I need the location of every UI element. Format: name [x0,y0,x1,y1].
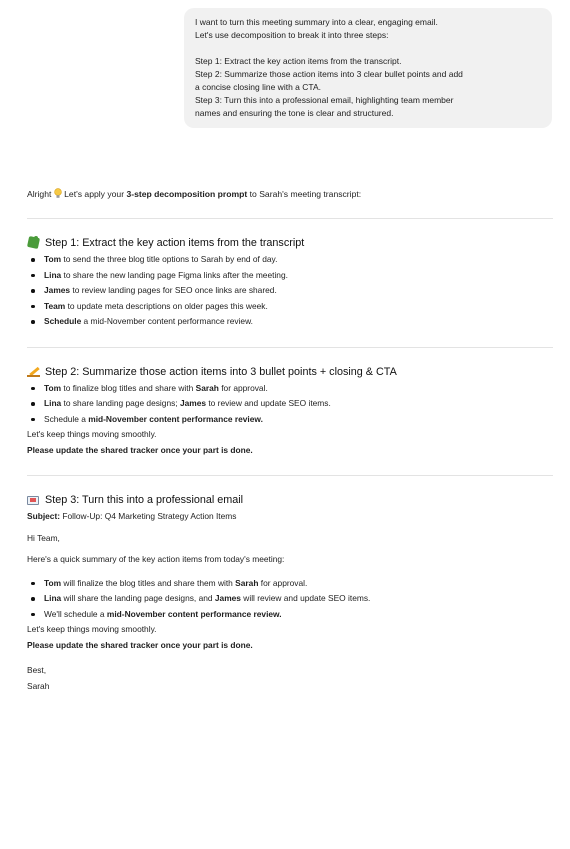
step-2-list [27,381,553,428]
step-2-title: Step 2: Summarize those action items into 3 bullet points + closing & CTA [27,364,553,380]
step-1-title: Step 1: Extract the key action items from the transcript [27,235,553,251]
user-message-line: I want to turn this meeting summary into a clear, engaging email. [195,17,438,27]
list-item: Tom to send the three blog title options to Sarah by end of day. [44,252,553,268]
list-item: Lina to share the new landing page Figma links after the meeting. [44,268,553,284]
assistant-intro: Alright Let's apply your 3-step decomposition prompt to Sarah's meeting transcript: [27,189,362,199]
user-message-line: Step 2: Summarize those action items into 3 clear bullet points and add [195,69,463,79]
step-2-closing: Let's keep things moving smoothly. [27,429,157,440]
list-item: We'll schedule a mid-November content performance review. [44,607,553,623]
user-message-line: Step 1: Extract the key action items from the transcript. [195,56,402,66]
puzzle-icon [27,236,40,249]
email-signoff: Best, [27,665,47,676]
email-cta: Please update the shared tracker once your part is done. [27,639,253,650]
list-item: Team to update meta descriptions on older pages this week. [44,299,553,315]
list-item: Lina will share the landing page designs, and James will review and update SEO items. [44,591,553,607]
user-message-line: Let's use decomposition to break it into three steps: [195,30,389,40]
assistant-message [27,188,553,694]
email-list [27,576,553,623]
email-signature: Sarah [27,680,50,691]
list-item: Lina to share landing page designs; James to review and update SEO items. [44,396,553,412]
user-message-bubble [184,8,552,128]
list-item: Schedule a mid-November content performance review. [44,412,553,428]
email-lead: Here's a quick summary of the key action items from today's meeting: [27,554,285,565]
user-message-line: Step 3: Turn this into a professional email, highlighting team member [195,95,454,105]
step-2-section [27,364,553,459]
user-message-line: names and ensuring the tone is clear and structured. [195,108,394,118]
email-closing: Let's keep things moving smoothly. [27,624,157,635]
pencil-icon [27,365,40,378]
step-2-cta: Please update the shared tracker once your part is done. [27,444,253,455]
list-item: James to review landing pages for SEO once links are shared. [44,283,553,299]
step-3-title: Step 3: Turn this into a professional email [27,492,553,508]
email-subject: Subject: Follow-Up: Q4 Marketing Strategy Action Items [27,511,237,522]
step-1-section [27,235,553,330]
step-3-section [27,492,553,694]
list-item: Tom will finalize the blog titles and share them with Sarah for approval. [44,576,553,592]
divider [27,347,553,348]
email-greeting: Hi Team, [27,532,60,543]
list-item: Schedule a mid-November content performance review. [44,314,553,330]
step-1-list [27,252,553,330]
divider [27,475,553,476]
divider [27,218,553,219]
list-item: Tom to finalize blog titles and share with Sarah for approval. [44,381,553,397]
user-message-line: a concise closing line with a CTA. [195,82,321,92]
email-icon [27,494,40,507]
lightbulb-icon [54,188,62,201]
